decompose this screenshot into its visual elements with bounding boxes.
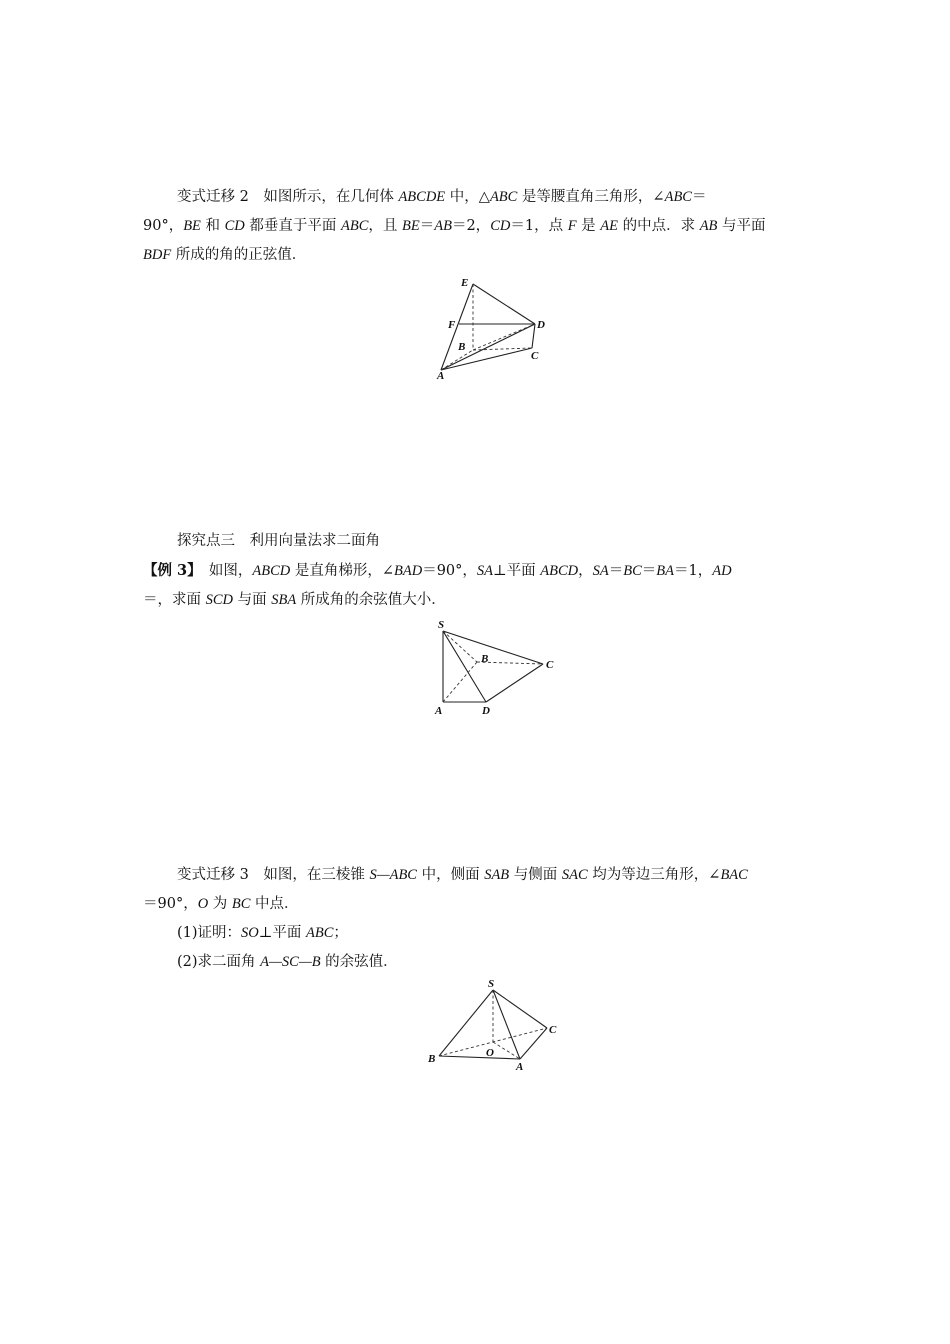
- variant3-problem: [143, 861, 808, 977]
- label-E: E: [461, 277, 469, 289]
- label-A: A: [435, 705, 443, 717]
- variant3-line2: ＝90°，O 为 BC 中点．: [143, 896, 299, 912]
- example3-line2: ＝，求面 SCD 与面 SBA 所成角的余弦值大小．: [143, 592, 446, 608]
- variant2-problem: [143, 183, 808, 270]
- variant3-question2: (2)求二面角 A—SC—B 的余弦值．: [177, 954, 398, 970]
- label-B: B: [458, 341, 466, 353]
- label-B: B: [428, 1053, 436, 1065]
- variant2-line3: BDF 所成的角的正弦值．: [143, 247, 307, 263]
- variant2-figure: [425, 270, 565, 385]
- label-S: S: [438, 619, 445, 631]
- example3-figure: [432, 616, 562, 721]
- label-A: A: [516, 1061, 524, 1073]
- variant2-line2: 90°，BE 和 CD 都垂直于平面 ABC，且 BE＝AB＝2，CD＝1，点 F 是 AE 的中点．求 AB 与平面: [143, 218, 766, 234]
- variant2-heading: 变式迁移 2: [177, 189, 249, 205]
- variant3-heading: 变式迁移 3: [177, 867, 249, 883]
- label-A: A: [437, 370, 445, 382]
- section3: [143, 527, 808, 615]
- label-D: D: [482, 705, 490, 717]
- section3-title: 探究点三 利用向量法求二面角: [177, 533, 380, 549]
- label-B: B: [481, 653, 489, 665]
- variant3-line1: 变式迁移 3 如图，在三棱锥 S—ABC 中，侧面 SAB 与侧面 SAC 均为等边三角形，∠BAC: [177, 867, 748, 883]
- variant3-figure: [425, 976, 570, 1076]
- label-D: D: [537, 319, 545, 331]
- variant2-line1: 变式迁移 2 如图所示，在几何体 ABCDE 中，△ABC 是等腰直角三角形，∠ABC＝: [177, 189, 707, 205]
- label-C: C: [531, 350, 539, 362]
- label-C: C: [549, 1024, 557, 1036]
- label-F: F: [448, 319, 456, 331]
- variant3-question1: (1)证明：SO⊥平面 ABC；: [177, 925, 348, 941]
- label-O: O: [486, 1047, 494, 1059]
- example3-tag: 【例 3】: [143, 562, 195, 579]
- example3-line1: 【例 3】 如图，ABCD 是直角梯形，∠BAD＝90°，SA⊥平面 ABCD，SA＝BC＝BA＝1，AD: [143, 562, 732, 579]
- label-C: C: [546, 659, 554, 671]
- label-S: S: [488, 978, 495, 990]
